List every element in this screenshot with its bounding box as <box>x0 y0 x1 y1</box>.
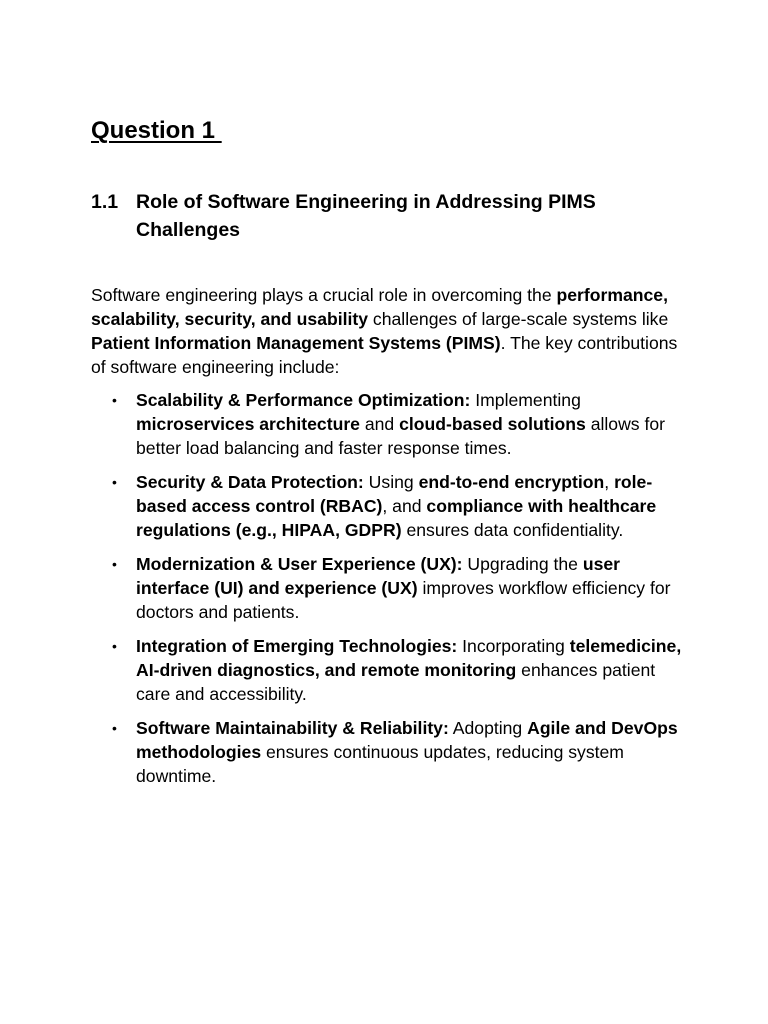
bold-text: cloud-based solutions <box>399 414 586 434</box>
section-heading <box>91 188 691 244</box>
list-item <box>112 552 686 624</box>
text-run: ensures continuous updates, reducing system downtime. <box>136 742 624 786</box>
text-run: . The key contributions of software engineering include: <box>91 333 678 377</box>
list-item <box>112 470 686 542</box>
bold-text: Scalability & Performance Optimization: <box>136 390 471 410</box>
bold-text: end-to-end encryption <box>418 472 605 492</box>
text-run: Incorporating <box>457 636 570 656</box>
text-run: and <box>359 414 400 434</box>
text-run: ensures data confidentiality. <box>401 520 624 540</box>
list-item <box>112 388 686 460</box>
bold-text: Agile and DevOps methodologies <box>136 718 678 762</box>
bullet-icon: • <box>112 638 117 654</box>
bold-text: role-based access control (RBAC) <box>136 472 653 516</box>
bold-text: telemedicine, AI-driven diagnostics, and remote monitoring <box>136 636 682 680</box>
bold-text: Security & Data Protection: <box>136 472 364 492</box>
bold-text: performance, scalability, security, and usability <box>91 285 668 329</box>
bold-text: user interface (UI) and experience (UX) <box>136 554 621 598</box>
text-run: Using <box>363 472 419 492</box>
text-run: Adopting <box>448 718 528 738</box>
bold-text: microservices architecture <box>136 414 360 434</box>
bullet-icon: • <box>112 556 117 572</box>
bullet-icon: • <box>112 474 117 490</box>
bold-text: Patient Information Management Systems (PIMS) <box>91 333 501 353</box>
section-title: Role of Software Engineering in Addressing PIMS Challenges <box>136 191 596 241</box>
text-run: enhances patient care and accessibility. <box>136 660 656 704</box>
document-title: Question 1 <box>91 117 222 144</box>
contributions-list <box>112 388 686 798</box>
text-run: , and <box>382 496 427 516</box>
list-item <box>112 716 686 788</box>
bullet-icon: • <box>112 392 117 408</box>
text-run: challenges of large-scale systems like <box>368 309 669 329</box>
text-run: improves workflow efficiency for doctors and patients. <box>136 578 671 622</box>
text-run: , <box>604 472 615 492</box>
text-run: Upgrading the <box>462 554 583 574</box>
text-run: Software engineering plays a crucial role in overcoming the <box>91 285 557 305</box>
bold-text: Modernization & User Experience (UX): <box>136 554 463 574</box>
bold-text: Integration of Emerging Technologies: <box>136 636 458 656</box>
bullet-icon: • <box>112 720 117 736</box>
bold-text: compliance with healthcare regulations (e.g., HIPAA, GDPR) <box>136 496 657 540</box>
section-number: 1.1 <box>91 191 119 213</box>
intro-paragraph <box>91 283 687 379</box>
text-run: Implementing <box>470 390 581 410</box>
text-run: allows for better load balancing and faster response times. <box>136 414 666 458</box>
bold-text: Software Maintainability & Reliability: <box>136 718 449 738</box>
list-item <box>112 634 686 706</box>
